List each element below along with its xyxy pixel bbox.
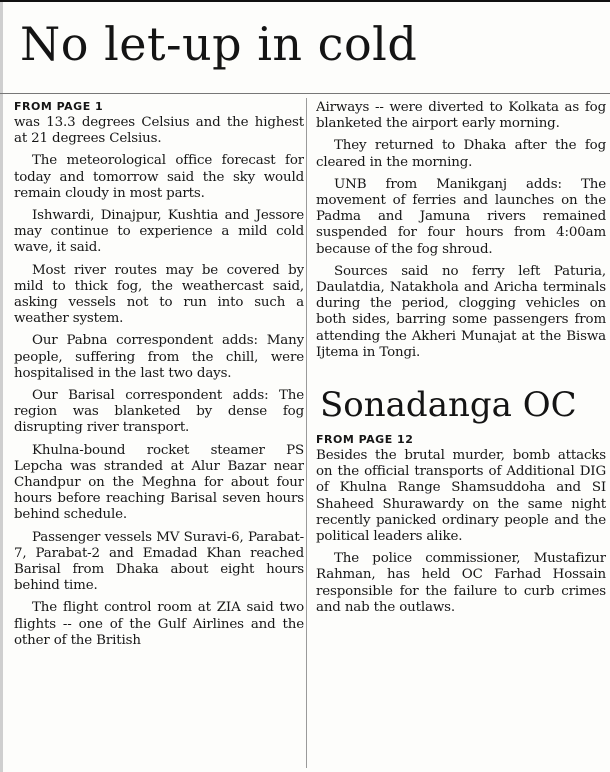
paragraph: Airways -- were diverted to Kolkata as fog blanketed the airport early morning.: [316, 100, 606, 132]
paragraph: Passenger vessels MV Suravi-6, Parabat-7, Parabat-2 and Emadad Khan reached Barisal from Dhaka about eight hours behind time.: [14, 529, 304, 594]
page-edge: [0, 0, 3, 772]
paragraph: Our Pabna correspondent adds: Many people, suffering from the chill, were hospitalised in the last two days.: [14, 333, 304, 381]
column-divider: [306, 98, 307, 768]
paragraph: They returned to Dhaka after the fog cleared in the morning.: [316, 138, 606, 170]
kicker-from-page-12: FROM PAGE 12: [316, 433, 414, 447]
paragraph: UNB from Manikganj adds: The movement of ferries and launches on the Padma and Jamuna rivers remained suspended for four hours from 4:00am because of the fog shroud.: [316, 176, 606, 257]
article-column-left: [14, 100, 304, 768]
paragraph: was 13.3 degrees Celsius and the highest at 21 degrees Celsius.: [14, 115, 304, 147]
paragraph: Ishwardi, Dinajpur, Kushtia and Jessore may continue to experience a mild cold wave, it said.: [14, 208, 304, 256]
paragraph: Besides the brutal murder, bomb attacks on the official transports of Additional DIG of Khulna Range Shamsuddoha and SI Shaheed Shurawardy on the same night recently panicked ordinary people and the political leaders alike.: [316, 448, 606, 545]
top-rule: [0, 0, 610, 2]
headline-sonadanga-oc: Sonadanga OC: [320, 385, 577, 426]
headline-rule: [0, 93, 610, 94]
paragraph: Khulna-bound rocket steamer PS Lepcha was stranded at Alur Bazar near Chandpur on the Meghna for about four hours before reaching Barisal seven hours behind schedule.: [14, 442, 304, 523]
paragraph: The flight control room at ZIA said two flights -- one of the Gulf Airlines and the other of the British: [14, 600, 304, 648]
headline-no-let-up-in-cold: No let-up in cold: [20, 17, 418, 71]
paragraph: Most river routes may be covered by mild to thick fog, the weathercast said, asking vessels not to run into such a weather system.: [14, 262, 304, 327]
paragraph: Our Barisal correspondent adds: The region was blanketed by dense fog disrupting river transport.: [14, 388, 304, 436]
kicker-from-page-1: FROM PAGE 1: [14, 100, 104, 113]
paragraph: Sources said no ferry left Paturia, Daulatdia, Natakhola and Aricha terminals during the period, clogging vehicles on both sides, barring some passengers from attending the Akheri Munajat at the Biswa Ijtema in Tongi.: [316, 263, 606, 360]
paragraph: The police commissioner, Mustafizur Rahman, has held OC Farhad Hossain responsible for the failure to curb crimes and nab the outlaws.: [316, 551, 606, 615]
article-column-right: [316, 100, 606, 768]
paragraph: The meteorological office forecast for today and tomorrow said the sky would remain cloudy in most parts.: [14, 153, 304, 201]
